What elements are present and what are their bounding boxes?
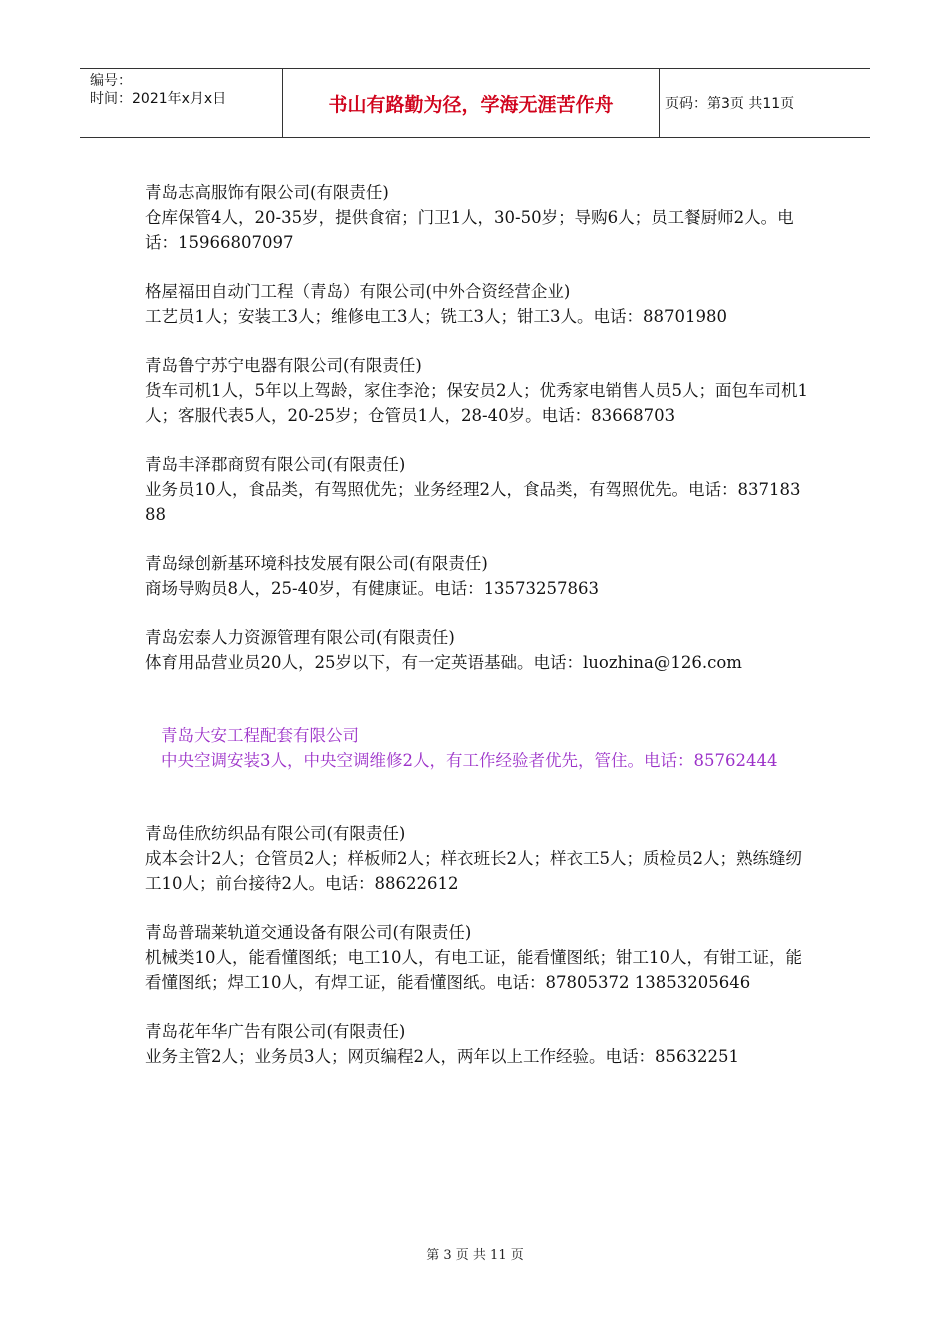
job-details: 体育用品营业员20人，25岁以下，有一定英语基础。电话：luozhina@126.com xyxy=(145,653,742,672)
job-details: 成本会计2人；仓管员2人；样板师2人；样衣班长2人；样衣工5人；质检员2人；熟练缝纫工10人；前台接待2人。电话：88622612 xyxy=(145,849,802,893)
company-name: 青岛大安工程配套有限公司 xyxy=(161,726,359,745)
job-details: 货车司机1人，5年以上驾龄，家住李沧；保安员2人；优秀家电销售人员5人；面包车司机1人；客服代表5人，20-25岁；仓管员1人，28-40岁。电话：83668703 xyxy=(145,381,808,425)
header-motto: 书山有路勤为径，学海无涯苦作舟 xyxy=(282,69,660,137)
company-name: 青岛佳欣纺织品有限公司(有限责任) xyxy=(145,824,406,843)
company-name: 青岛普瑞莱轨道交通设备有限公司(有限责任) xyxy=(145,923,472,942)
job-listings xyxy=(145,180,810,1093)
job-listing xyxy=(145,723,810,773)
job-listing xyxy=(145,920,810,995)
company-name: 青岛丰泽郡商贸有限公司(有限责任) xyxy=(145,455,406,474)
job-listing xyxy=(145,180,810,255)
job-listing xyxy=(145,353,810,428)
page-footer: 第 3 页 共 11 页 xyxy=(426,1248,524,1263)
company-name: 青岛宏泰人力资源管理有限公司(有限责任) xyxy=(145,628,455,647)
page-header xyxy=(80,68,870,138)
company-name: 格屋福田自动门工程（青岛）有限公司(中外合资经营企业) xyxy=(145,282,571,301)
job-details: 工艺员1人；安装工3人；维修电工3人；铣工3人；钳工3人。电话：88701980 xyxy=(145,307,727,326)
company-name: 青岛鲁宁苏宁电器有限公司(有限责任) xyxy=(145,356,422,375)
job-listing xyxy=(145,279,810,329)
job-details: 机械类10人，能看懂图纸；电工10人，有电工证，能看懂图纸；钳工10人，有钳工证，能看懂图纸；焊工10人，有焊工证，能看懂图纸。电话：87805372 13853205646 xyxy=(145,948,802,992)
company-name: 青岛志高服饰有限公司(有限责任) xyxy=(145,183,389,202)
job-details: 仓库保管4人，20-35岁，提供食宿；门卫1人，30-50岁；导购6人；员工餐厨师2人。电话：15966807097 xyxy=(145,208,794,252)
company-name: 青岛花年华广告有限公司(有限责任) xyxy=(145,1022,406,1041)
job-details: 中央空调安装3人，中央空调维修2人，有工作经验者优先，管住。电话：85762444 xyxy=(161,751,778,770)
header-meta xyxy=(80,69,282,137)
time-label: 时间：2021年x月x日 xyxy=(90,91,227,107)
job-details: 业务员10人，食品类，有驾照优先；业务经理2人，食品类，有驾照优先。电话：83718388 xyxy=(145,480,801,524)
job-details: 业务主管2人；业务员3人；网页编程2人，两年以上工作经验。电话：85632251 xyxy=(145,1047,739,1066)
header-page-info: 页码：第3页 共11页 xyxy=(665,96,795,112)
job-details: 商场导购员8人，25-40岁，有健康证。电话：13573257863 xyxy=(145,579,600,598)
job-listing xyxy=(145,551,810,601)
job-listing xyxy=(145,821,810,896)
job-listing xyxy=(145,1019,810,1069)
company-name: 青岛绿创新基环境科技发展有限公司(有限责任) xyxy=(145,554,488,573)
job-listing xyxy=(145,625,810,675)
number-label: 编号： xyxy=(90,73,132,89)
job-listing xyxy=(145,452,810,527)
